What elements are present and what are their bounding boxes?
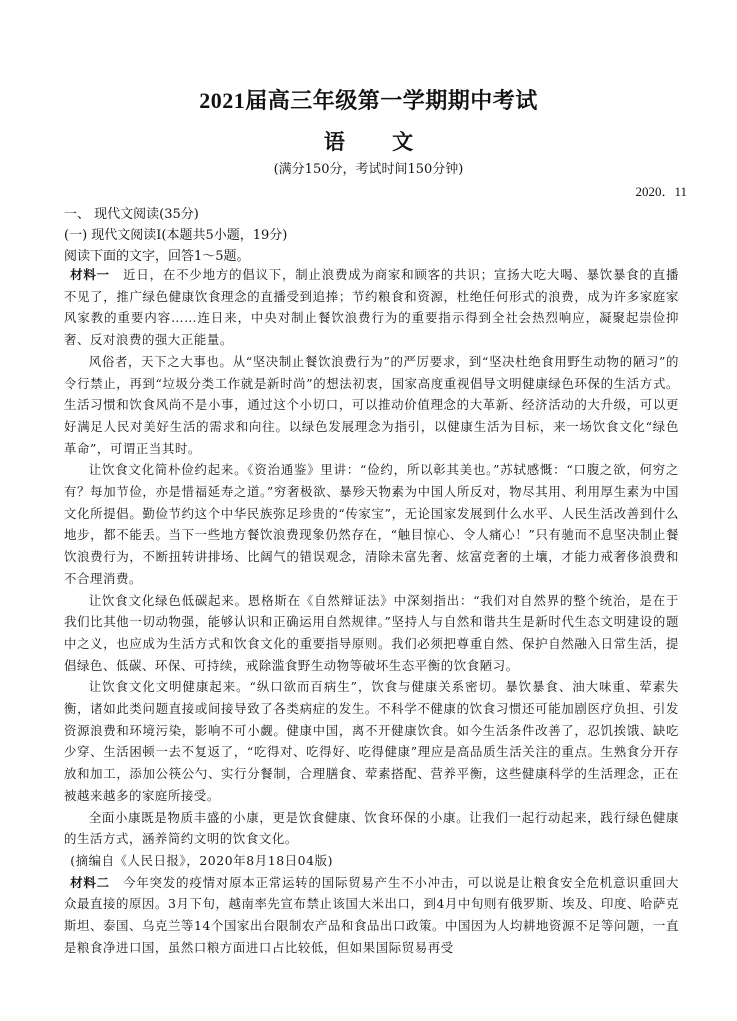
exam-subtitle: (满分150分，考试时间150分钟): [273, 162, 464, 177]
material1-paragraph-4: 让饮食文化绿色低碳起来。恩格斯在《自然辩证法》中深刻指出：“我们对自然界的整个统治，是在于我们比其他一切动物强，能够认识和正确运用自然规律。”坚持人与自然和谐共生是新时代生态文明建设的题中之义，也应成为生活方式和饮食文化的重要指导原则。我们必须把尊重自然、保护自然融入日常生活，提倡绿色、低碳、环保、可持续，戒除滥食野生动物等破坏生态平衡的饮食陋习。: [64, 592, 679, 673]
material1-paragraph-5: 让饮食文化文明健康起来。“纵口欲而百病生”，饮食与健康关系密切。暴饮暴食、油大味重、荤素失衡，诸如此类问题直接或间接导致了各类病症的发生。不科学不健康的饮食习惯还可能加剧医疗负担、引发资源浪费和环境污染，影响不可小觑。健康中国，离不开健康饮食。如今生活条件改善了，忍饥挨饿、缺吃少穿、生活困顿一去不复返了，“吃得对、吃得好、吃得健康”理应是高品质生活关注的重点。生熟食分开存放和加工，添加公筷公勺、实行分餐制，合理膳食、荤素搭配、营养平衡，这些健康科学的生活理念，正在被越来越多的家庭所接受。: [64, 679, 679, 803]
material1-paragraph-2: 风俗者，天下之大事也。从“坚决制止餐饮浪费行为”的严厉要求，到“坚决杜绝食用野生动物的陋习”的令行禁止，再到“垃圾分类工作就是新时尚”的想法初衷，国家高度重视倡导文明健康绿色环保的生活方式。生活习惯和饮食风尚不是小事，通过这个小切口，可以推动价值理念的大革新、经济活动的大升级，可以更好满足人民对美好生活的需求和向往。以绿色发展理念为指引，以健康生活为目标，来一场饮食文化“绿色革命”，可谓正当其时。: [64, 353, 679, 456]
exam-date: 2020．11: [635, 184, 687, 199]
reading-passage: [64, 264, 679, 959]
material1-label: 材料一: [70, 267, 110, 282]
material1-paragraph-1: 材料一 近日，在不少地方的倡议下，制止浪费成为商家和顾客的共识；宣扬大吃大喝、暴饮暴食的直播不见了，推广绿色健康饮食理念的直播受到追捧；节约粮食和资源，杜绝任何形式的浪费，成为许多家庭家风家教的重要内容……连日来，中央对制止餐饮浪费行为的重要指示得到全社会热烈响应，凝聚起崇俭抑奢、反对浪费的强大正能量。: [64, 267, 679, 348]
exam-subject: 语 文: [323, 129, 414, 154]
material1-paragraph-3: 让饮食文化简朴俭约起来。《资治通鉴》里讲：“俭约，所以彰其美也。”苏轼感慨：“口腹之欲，何穷之有？每加节俭，亦是惜福延寿之道。”穷奢极欲、暴殄天物素为中国人所反对，物尽其用、利用厚生素为中国文化所提倡。勤俭节约这个中华民族弥足珍贵的“传家宝”，无论国家发展到什么水平、人民生活改善到什么地步，都不能丢。当下一些地方餐饮浪费现象仍然存在，“触目惊心、令人痛心！”只有驰而不息坚决制止餐饮浪费行为，不断扭转讲排场、比阔气的错误观念，清除未富先奢、炫富竞奢的土壤，才能力戒奢侈浪费和不合理消费。: [64, 462, 679, 586]
material2-paragraph-1: 材料二 今年突发的疫情对原本正常运转的国际贸易产生不小冲击，可以说是让粮食安全危机意识重回大众最直接的原因。3月下旬，越南率先宣布禁止该国大米出口，到4月中旬则有俄罗斯、埃及、印度、哈萨克斯坦、泰国、乌克兰等14个国家出台限制农产品和食品出口政策。中国因为人均耕地资源不足等问题，一直是粮食净进口国，虽然口粮方面进口占比较低，但如果国际贸易再受: [64, 874, 679, 955]
section-subheading: (一) 现代文阅读Ⅰ(本题共5小题，19分): [64, 228, 288, 243]
material2-label: 材料二: [70, 874, 110, 890]
material1-source: (摘编自《人民日报》，2020年8月18日04版): [70, 852, 334, 868]
exam-title: 2021届高三年级第一学期期中考试: [199, 88, 538, 113]
section-heading: 一、 现代文阅读(35分): [64, 207, 199, 222]
material1-paragraph-6: 全面小康既是物质丰盛的小康，更是饮食健康、饮食环保的小康。让我们一起行动起来，践行绿色健康的生活方式，涵养简约文明的饮食文化。: [64, 809, 679, 847]
section-instruction: 阅读下面的文字，回答1～5题。: [64, 249, 250, 264]
